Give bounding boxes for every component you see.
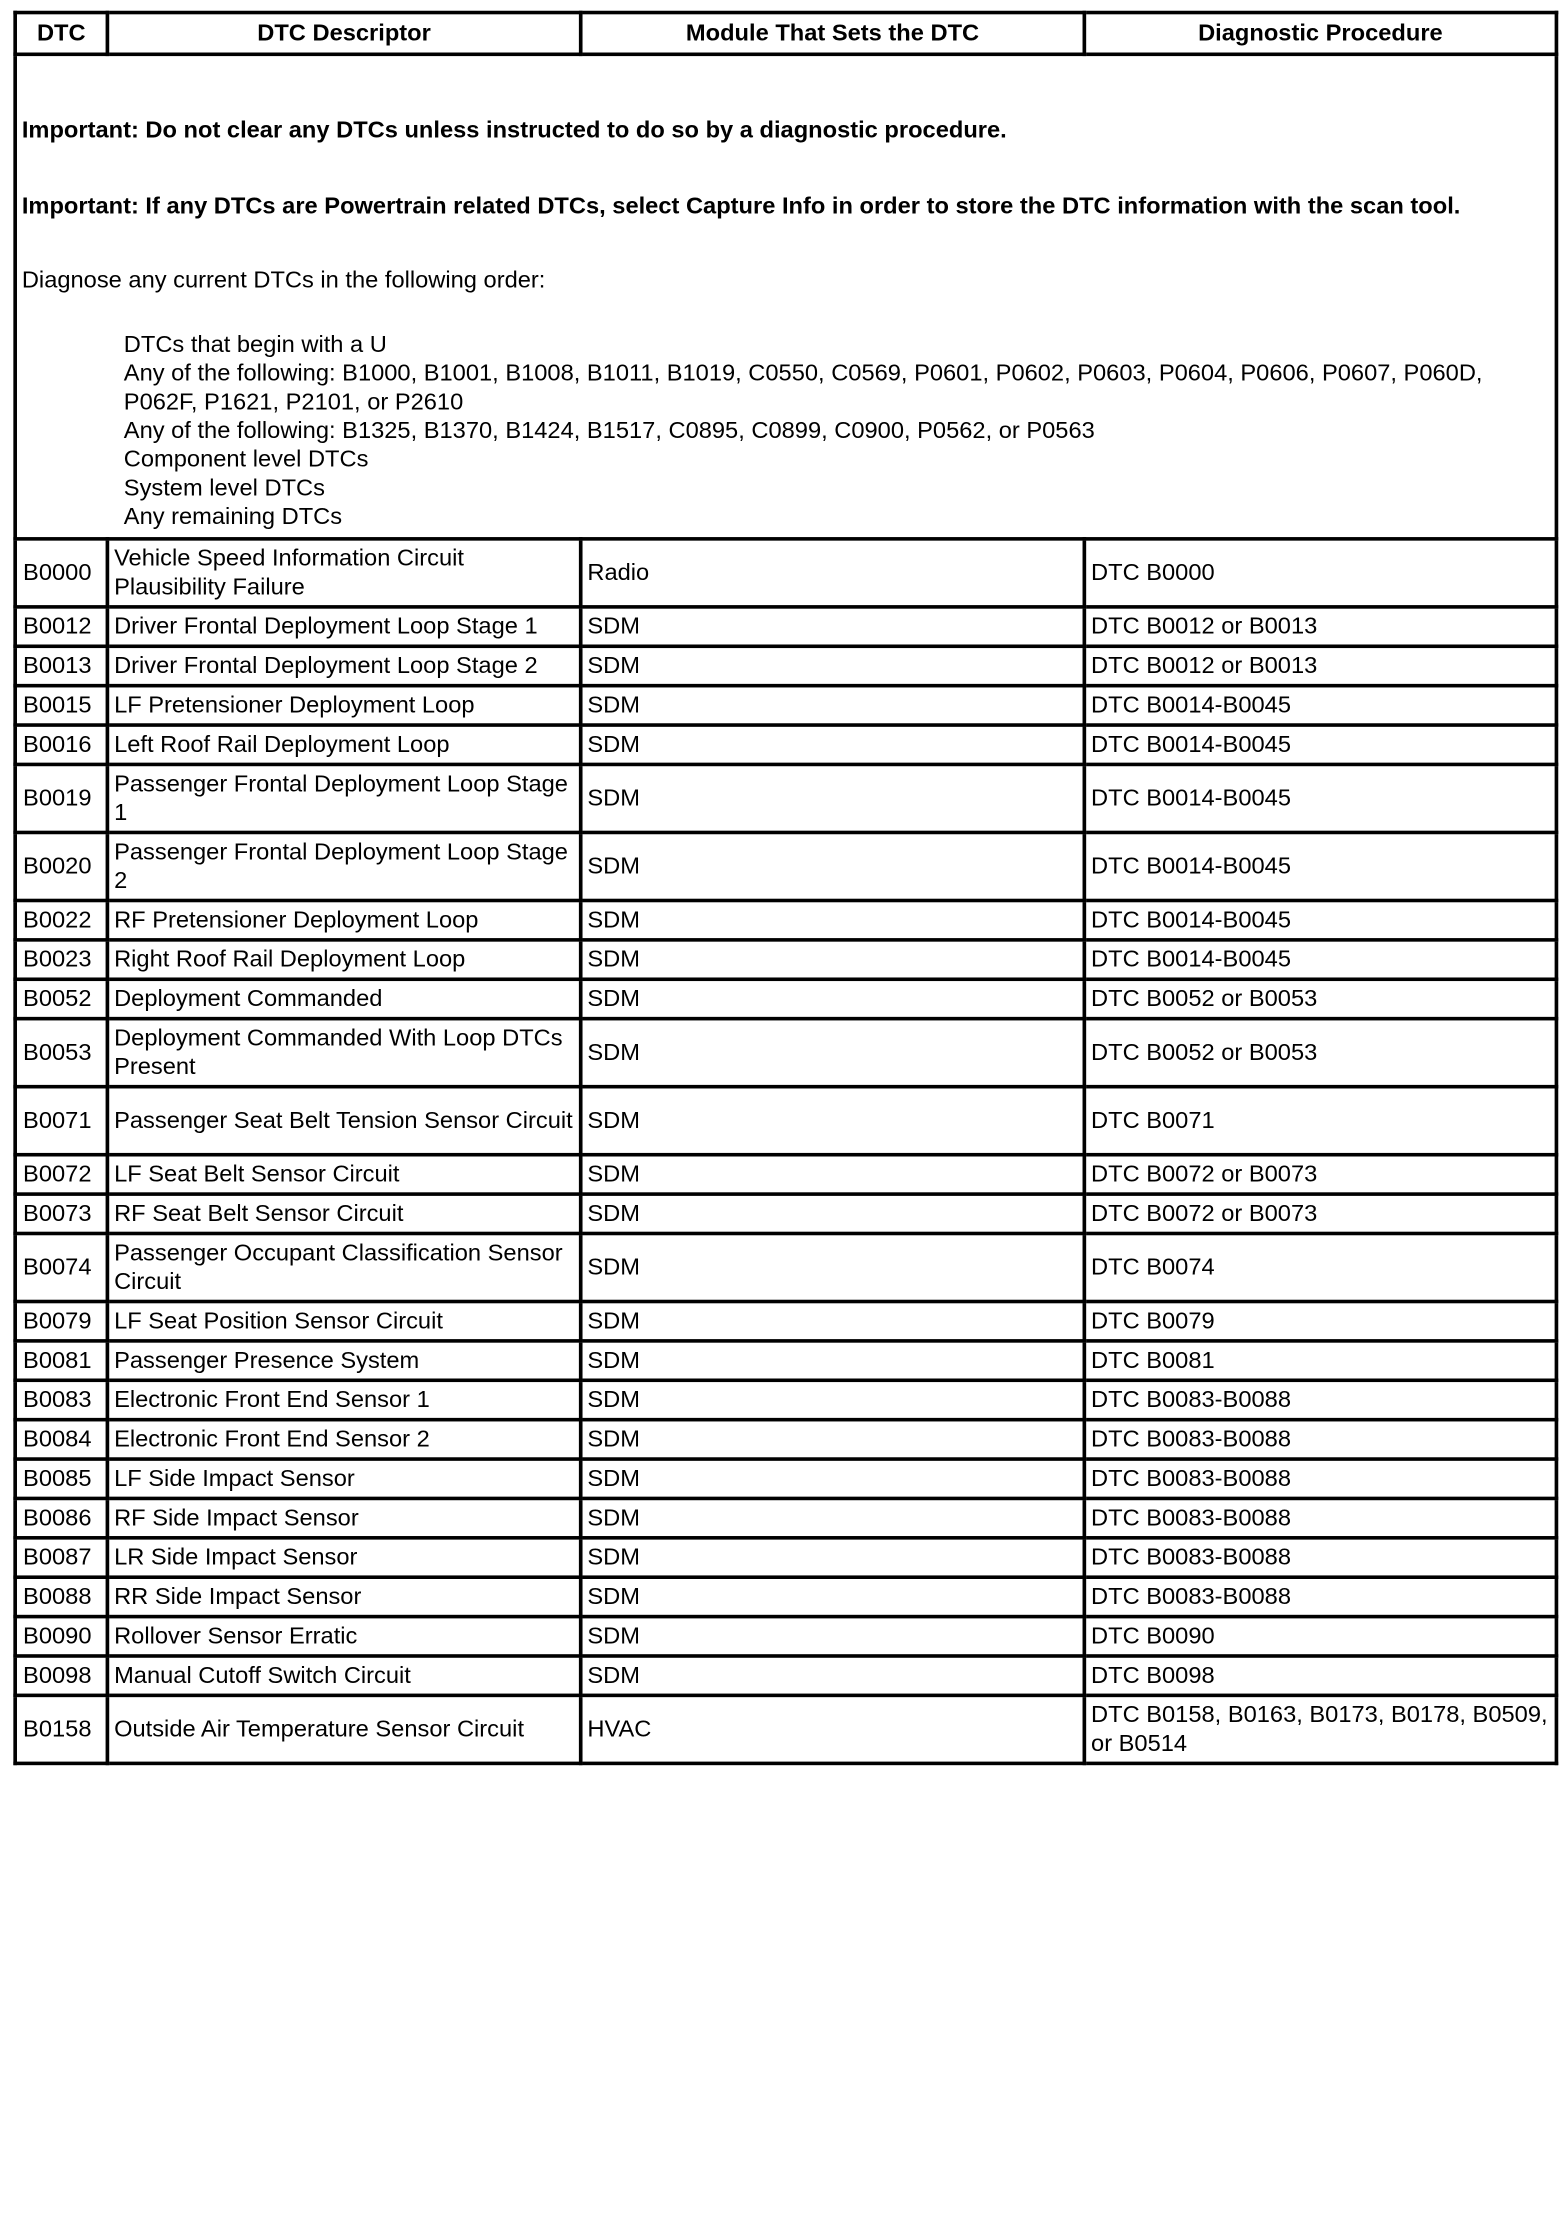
procedure-cell: DTC B0083-B0088 <box>1084 1380 1556 1419</box>
table-row <box>15 1498 1556 1537</box>
procedure-cell: DTC B0014-B0045 <box>1084 725 1556 764</box>
procedure-cell: DTC B0012 or B0013 <box>1084 607 1556 646</box>
dtc-descriptor-cell: Electronic Front End Sensor 1 <box>107 1380 580 1419</box>
table-row <box>15 764 1556 832</box>
important-note: Important: If any DTCs are Powertrain related DTCs, select Capture Info in order to store the DTC information with the scan tool. <box>21 193 1461 220</box>
dtc-code-cell: B0020 <box>15 832 107 900</box>
dtc-code-cell: B0081 <box>15 1341 107 1380</box>
dtc-descriptor-cell: LR Side Impact Sensor <box>107 1538 580 1577</box>
procedure-cell: DTC B0083-B0088 <box>1084 1498 1556 1537</box>
table-row <box>15 1656 1556 1695</box>
dtc-descriptor-cell: Passenger Seat Belt Tension Sensor Circuit <box>107 1087 580 1155</box>
dtc-code-cell: B0000 <box>15 539 107 607</box>
module-cell: SDM <box>581 900 1085 939</box>
order-item: Any remaining DTCs <box>123 503 343 530</box>
dtc-code-cell: B0088 <box>15 1577 107 1616</box>
procedure-cell: DTC B0083-B0088 <box>1084 1459 1556 1498</box>
dtc-descriptor-cell: Passenger Frontal Deployment Loop Stage 1 <box>107 764 580 832</box>
dtc-code-cell: B0012 <box>15 607 107 646</box>
dtc-descriptor-cell: RF Side Impact Sensor <box>107 1498 580 1537</box>
procedure-cell: DTC B0158, B0163, B0173, B0178, B0509, or B0514 <box>1084 1695 1556 1763</box>
dtc-descriptor-cell: LF Pretensioner Deployment Loop <box>107 686 580 725</box>
module-cell: SDM <box>581 1538 1085 1577</box>
dtc-descriptor-cell: LF Seat Belt Sensor Circuit <box>107 1155 580 1194</box>
order-item: Any of the following: B1325, B1370, B1424, B1517, C0895, C0899, C0900, P0562, or P0563 <box>123 417 1095 444</box>
dtc-code-cell: B0087 <box>15 1538 107 1577</box>
dtc-code-cell: B0023 <box>15 940 107 979</box>
diagnose-order-list <box>124 331 1550 532</box>
module-cell: SDM <box>581 1498 1085 1537</box>
dtc-code-cell: B0073 <box>15 1194 107 1233</box>
dtc-descriptor-cell: Outside Air Temperature Sensor Circuit <box>107 1695 580 1763</box>
module-cell: SDM <box>581 725 1085 764</box>
dtc-descriptor-cell: Left Roof Rail Deployment Loop <box>107 725 580 764</box>
dtc-code-cell: B0072 <box>15 1155 107 1194</box>
procedure-cell: DTC B0083-B0088 <box>1084 1577 1556 1616</box>
order-item: System level DTCs <box>123 475 325 502</box>
dtc-descriptor-cell: Passenger Presence System <box>107 1341 580 1380</box>
important-note: Important: Do not clear any DTCs unless instructed to do so by a diagnostic procedure. <box>21 116 1007 144</box>
module-cell: SDM <box>581 1617 1085 1656</box>
procedure-cell: DTC B0072 or B0073 <box>1084 1194 1556 1233</box>
dtc-code-cell: B0158 <box>15 1695 107 1763</box>
dtc-code-cell: B0098 <box>15 1656 107 1695</box>
intro-cell <box>15 54 1556 539</box>
table-row <box>15 1302 1556 1341</box>
table-row <box>15 832 1556 900</box>
module-cell: SDM <box>581 1380 1085 1419</box>
module-cell: Radio <box>581 539 1085 607</box>
header-dtc: DTC <box>15 13 107 55</box>
module-cell: SDM <box>581 1302 1085 1341</box>
procedure-cell: DTC B0014-B0045 <box>1084 832 1556 900</box>
dtc-descriptor-cell: Deployment Commanded With Loop DTCs Present <box>107 1019 580 1087</box>
table-row <box>15 607 1556 646</box>
dtc-descriptor-cell: Rollover Sensor Erratic <box>107 1617 580 1656</box>
dtc-descriptor-cell: Right Roof Rail Deployment Loop <box>107 940 580 979</box>
module-cell: SDM <box>581 979 1085 1018</box>
procedure-cell: DTC B0000 <box>1084 539 1556 607</box>
dtc-descriptor-cell: RF Pretensioner Deployment Loop <box>107 900 580 939</box>
table-row <box>15 1341 1556 1380</box>
procedure-cell: DTC B0014-B0045 <box>1084 900 1556 939</box>
dtc-code-cell: B0019 <box>15 764 107 832</box>
dtc-rows <box>15 539 1556 1764</box>
order-item: Component level DTCs <box>123 446 369 473</box>
procedure-cell: DTC B0052 or B0053 <box>1084 1019 1556 1087</box>
procedure-cell: DTC B0074 <box>1084 1233 1556 1301</box>
diagnose-order-line: Diagnose any current DTCs in the following order: <box>21 267 546 294</box>
module-cell: SDM <box>581 686 1085 725</box>
dtc-descriptor-cell: Passenger Frontal Deployment Loop Stage 2 <box>107 832 580 900</box>
module-cell: SDM <box>581 940 1085 979</box>
table-row <box>15 1380 1556 1419</box>
table-row <box>15 1538 1556 1577</box>
dtc-descriptor-cell: Passenger Occupant Classification Sensor Circuit <box>107 1233 580 1301</box>
dtc-code-cell: B0074 <box>15 1233 107 1301</box>
table-row <box>15 1695 1556 1763</box>
table-row <box>15 1420 1556 1459</box>
table-row <box>15 1019 1556 1087</box>
module-cell: SDM <box>581 1420 1085 1459</box>
procedure-cell: DTC B0014-B0045 <box>1084 940 1556 979</box>
dtc-code-cell: B0079 <box>15 1302 107 1341</box>
dtc-descriptor-cell: Electronic Front End Sensor 2 <box>107 1420 580 1459</box>
table-row <box>15 1577 1556 1616</box>
header-module: Module That Sets the DTC <box>581 13 1085 55</box>
procedure-cell: DTC B0083-B0088 <box>1084 1420 1556 1459</box>
procedure-cell: DTC B0014-B0045 <box>1084 686 1556 725</box>
dtc-code-cell: B0052 <box>15 979 107 1018</box>
module-cell: SDM <box>581 1019 1085 1087</box>
module-cell: SDM <box>581 1459 1085 1498</box>
dtc-code-cell: B0015 <box>15 686 107 725</box>
intro-row <box>15 54 1556 539</box>
table-row <box>15 1617 1556 1656</box>
dtc-code-cell: B0071 <box>15 1087 107 1155</box>
procedure-cell: DTC B0012 or B0013 <box>1084 646 1556 685</box>
table-row <box>15 940 1556 979</box>
table-row <box>15 725 1556 764</box>
dtc-code-cell: B0085 <box>15 1459 107 1498</box>
table-row <box>15 686 1556 725</box>
procedure-cell: DTC B0090 <box>1084 1617 1556 1656</box>
table-row <box>15 1233 1556 1301</box>
module-cell: SDM <box>581 1341 1085 1380</box>
procedure-cell: DTC B0098 <box>1084 1656 1556 1695</box>
dtc-descriptor-cell: LF Side Impact Sensor <box>107 1459 580 1498</box>
module-cell: SDM <box>581 607 1085 646</box>
procedure-cell: DTC B0052 or B0053 <box>1084 979 1556 1018</box>
table-row <box>15 900 1556 939</box>
procedure-cell: DTC B0072 or B0073 <box>1084 1155 1556 1194</box>
header-procedure: Diagnostic Procedure <box>1084 13 1556 55</box>
dtc-descriptor-cell: Driver Frontal Deployment Loop Stage 2 <box>107 646 580 685</box>
dtc-descriptor-cell: Driver Frontal Deployment Loop Stage 1 <box>107 607 580 646</box>
table-row <box>15 1194 1556 1233</box>
header-row <box>15 13 1556 55</box>
dtc-code-cell: B0090 <box>15 1617 107 1656</box>
dtc-code-cell: B0086 <box>15 1498 107 1537</box>
module-cell: HVAC <box>581 1695 1085 1763</box>
dtc-code-cell: B0053 <box>15 1019 107 1087</box>
dtc-code-cell: B0083 <box>15 1380 107 1419</box>
module-cell: SDM <box>581 764 1085 832</box>
dtc-descriptor-cell: Deployment Commanded <box>107 979 580 1018</box>
procedure-cell: DTC B0079 <box>1084 1302 1556 1341</box>
procedure-cell: DTC B0083-B0088 <box>1084 1538 1556 1577</box>
dtc-descriptor-cell: Vehicle Speed Information Circuit Plausibility Failure <box>107 539 580 607</box>
module-cell: SDM <box>581 1087 1085 1155</box>
procedure-cell: DTC B0071 <box>1084 1087 1556 1155</box>
procedure-cell: DTC B0014-B0045 <box>1084 764 1556 832</box>
module-cell: SDM <box>581 832 1085 900</box>
dtc-descriptor-cell: RF Seat Belt Sensor Circuit <box>107 1194 580 1233</box>
table-row <box>15 646 1556 685</box>
module-cell: SDM <box>581 646 1085 685</box>
header-descriptor: DTC Descriptor <box>107 13 580 55</box>
table-row <box>15 539 1556 607</box>
dtc-descriptor-cell: RR Side Impact Sensor <box>107 1577 580 1616</box>
table-row <box>15 979 1556 1018</box>
order-item: Any of the following: B1000, B1001, B1008, B1011, B1019, C0550, C0569, P0601, P0602, P0603, P0604, P0606, P0607, P060D, P062F, P1621, P2101, or P2610 <box>123 360 1483 416</box>
procedure-cell: DTC B0081 <box>1084 1341 1556 1380</box>
module-cell: SDM <box>581 1656 1085 1695</box>
dtc-code-cell: B0022 <box>15 900 107 939</box>
module-cell: SDM <box>581 1194 1085 1233</box>
dtc-code-cell: B0013 <box>15 646 107 685</box>
dtc-descriptor-cell: LF Seat Position Sensor Circuit <box>107 1302 580 1341</box>
module-cell: SDM <box>581 1155 1085 1194</box>
module-cell: SDM <box>581 1233 1085 1301</box>
dtc-code-cell: B0016 <box>15 725 107 764</box>
table-row <box>15 1087 1556 1155</box>
table-row <box>15 1155 1556 1194</box>
dtc-table <box>13 11 1558 1765</box>
order-item: DTCs that begin with a U <box>123 331 387 359</box>
dtc-descriptor-cell: Manual Cutoff Switch Circuit <box>107 1656 580 1695</box>
table-row <box>15 1459 1556 1498</box>
module-cell: SDM <box>581 1577 1085 1616</box>
dtc-code-cell: B0084 <box>15 1420 107 1459</box>
